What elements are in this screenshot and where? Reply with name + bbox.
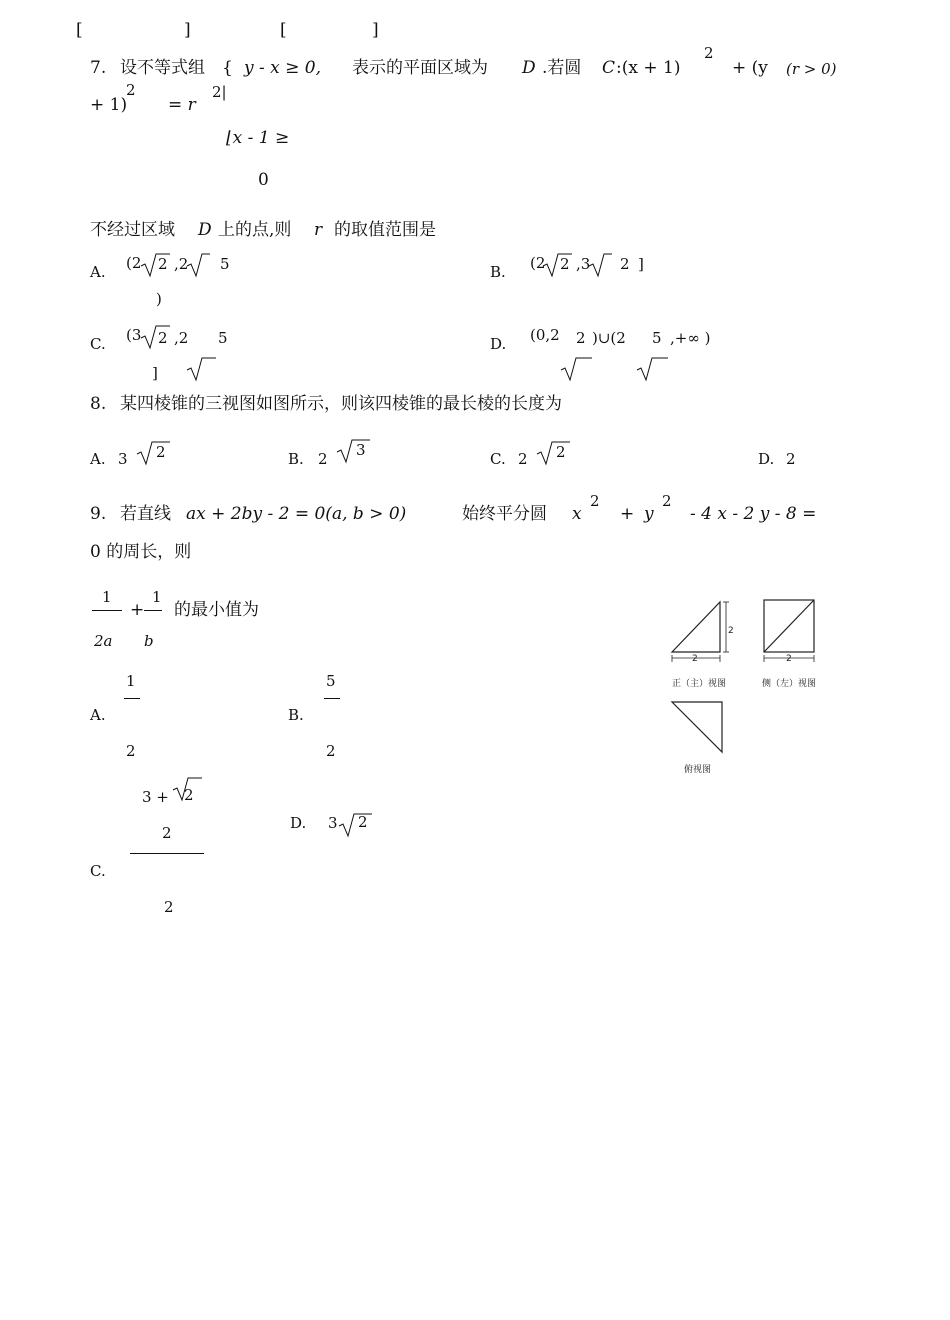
radicand: 5 — [652, 329, 662, 347]
option-b-label: B. — [490, 263, 506, 281]
option-d-label: D. — [758, 450, 775, 468]
option-a-text: ,2 — [174, 255, 189, 273]
top-view-diagram — [668, 698, 728, 758]
fraction-bar — [324, 698, 340, 699]
option-d-label: D. — [290, 814, 307, 832]
plus: + — [620, 504, 635, 524]
circle-equation-cont: + 1) — [90, 95, 128, 115]
top-bracket-3: [ — [280, 20, 287, 40]
option-d-value: 2 — [786, 450, 796, 468]
top-bracket-1: [ — [76, 20, 83, 40]
fraction-numerator: 5 — [326, 672, 336, 690]
option-d-label: D. — [490, 335, 507, 353]
option-d-coef: 3 — [328, 814, 338, 832]
option-b-close: ] — [638, 255, 644, 273]
exponent: 2 — [590, 492, 600, 510]
dimension-label: 2 — [786, 654, 792, 664]
radicand: 2 — [184, 786, 194, 804]
option-a-text: (2 — [126, 254, 142, 272]
sqrt-icon — [186, 252, 210, 278]
condition-1: y - x ≥ 0, — [244, 58, 322, 78]
region-symbol: D — [198, 220, 212, 240]
side-view-label: 侧（左）视图 — [762, 679, 817, 689]
fraction-bar — [130, 853, 204, 854]
sqrt-icon — [186, 356, 216, 382]
circle-equation-cont: = r — [168, 95, 196, 115]
option-d-text: ,+∞ ) — [670, 329, 711, 347]
brace: { — [222, 58, 233, 78]
fraction-denominator: 2 — [326, 742, 336, 760]
r-symbol: r — [314, 220, 323, 240]
option-b-text: ,3 — [576, 255, 591, 273]
exponent: 2 — [704, 44, 714, 62]
option-c-label: C. — [90, 335, 106, 353]
radicand: 2 — [556, 443, 566, 461]
question-text: 表示的平面区域为 — [352, 58, 488, 78]
exponent: 2 — [126, 81, 136, 99]
option-d-text: )∪(2 — [592, 329, 626, 347]
question-text: 某四棱锥的三视图如图所示，则该四棱锥的最长棱的长度为 — [120, 394, 562, 414]
fraction-denominator: 2 — [164, 898, 174, 916]
option-b-label: B. — [288, 450, 304, 468]
option-b-coef: 2 — [318, 450, 328, 468]
option-c-close: ] — [152, 364, 158, 382]
circle-equation-rest: - 4 x - 2 y - 8 = — [690, 504, 817, 524]
condition-2-zero: 0 — [258, 170, 269, 190]
dimension-label: 2 — [728, 626, 734, 636]
question-text: 设不等式组 — [120, 58, 205, 78]
radicand: 2 — [576, 329, 586, 347]
question-text: 0 的周长，则 — [90, 542, 192, 562]
sqrt-icon — [560, 356, 592, 382]
r-condition: (r > 0) — [786, 60, 837, 78]
option-c-label: C. — [490, 450, 506, 468]
fraction-bar — [92, 610, 122, 611]
option-c-text: (3 — [126, 326, 142, 344]
option-c-label: C. — [90, 862, 106, 880]
circle-symbol: C — [602, 58, 616, 78]
option-a-label: A. — [90, 450, 106, 468]
question-number: 7. — [90, 58, 107, 78]
radicand: 2 — [158, 329, 168, 347]
question-text: .若圆 — [542, 58, 582, 78]
radicand: 2 — [156, 443, 166, 461]
option-a-label: A. — [90, 263, 106, 281]
fraction-numerator: 1 — [126, 672, 136, 690]
option-c-text: ,2 — [174, 329, 189, 347]
sqrt-icon — [588, 252, 612, 278]
fraction-bar — [144, 610, 162, 611]
question-text: 若直线 — [120, 504, 171, 524]
exponent: 2 — [662, 492, 672, 510]
exponent: 2| — [212, 83, 227, 101]
radicand: 2 — [620, 255, 630, 273]
question-text: 的最小值为 — [174, 600, 259, 620]
question-text: 不经过区域 — [90, 220, 175, 240]
plus: + — [130, 600, 145, 620]
radicand: 2 — [158, 255, 168, 273]
dimension-label: 2 — [692, 654, 698, 664]
front-view-label: 正（主）视图 — [672, 679, 727, 689]
option-a-label: A. — [90, 706, 106, 724]
region-symbol: D — [522, 58, 536, 78]
fraction-denominator: b — [144, 632, 154, 650]
top-bracket-2: ] — [184, 20, 191, 40]
option-c-coef: 2 — [518, 450, 528, 468]
sqrt-icon — [636, 356, 668, 382]
option-b-label: B. — [288, 706, 304, 724]
question-text: 始终平分圆 — [462, 504, 547, 524]
var-x: x — [572, 504, 582, 524]
radicand: 2 — [358, 813, 368, 831]
var-y: y — [644, 504, 654, 524]
circle-equation: :(x + 1) — [616, 58, 681, 78]
circle-equation: + (y — [732, 58, 768, 78]
radicand: 5 — [218, 329, 228, 347]
option-c-numerator-den: 2 — [162, 824, 172, 842]
fraction-bar — [124, 698, 140, 699]
radicand: 3 — [356, 441, 366, 459]
question-text: 上的点,则 — [218, 220, 292, 240]
question-number: 8. — [90, 394, 107, 414]
question-number: 9. — [90, 504, 107, 524]
option-d-text: (0,2 — [530, 326, 560, 344]
fraction-denominator: 2a — [94, 632, 113, 650]
option-c-numerator: 3 + — [142, 788, 169, 806]
line-equation: ax + 2by - 2 = 0(a, b > 0) — [186, 504, 407, 524]
question-text: 的取值范围是 — [334, 220, 436, 240]
fraction-denominator: 2 — [126, 742, 136, 760]
fraction-numerator: 1 — [102, 588, 112, 606]
option-b-text: (2 — [530, 254, 546, 272]
radicand: 2 — [560, 255, 570, 273]
condition-2: ⌊x - 1 ≥ — [226, 128, 290, 148]
front-view-diagram — [664, 596, 738, 666]
option-a-close: ) — [156, 290, 162, 308]
fraction-numerator: 1 — [152, 588, 162, 606]
option-a-coef: 3 — [118, 450, 128, 468]
radicand: 5 — [220, 255, 230, 273]
top-view-label: 俯视图 — [684, 765, 712, 775]
top-bracket-4: ] — [372, 20, 379, 40]
